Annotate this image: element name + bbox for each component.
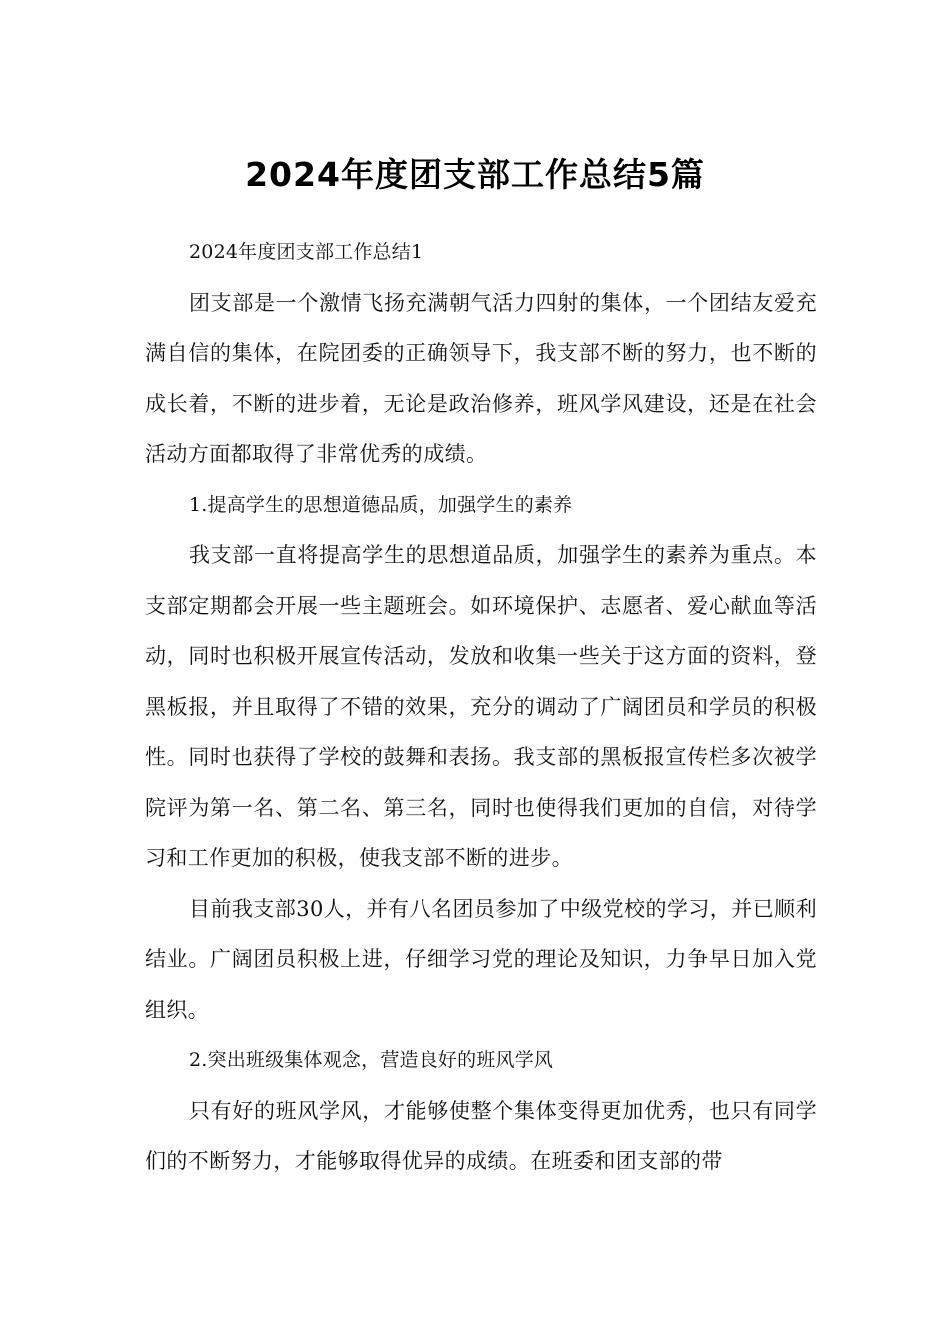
document-title: 2024年度团支部工作总结5篇 xyxy=(245,155,705,195)
document-body xyxy=(145,227,817,1187)
point2-paragraph: 只有好的班风学风，才能够使整个集体变得更加优秀，也只有同学们的不断努力，才能够取得优异的成绩。在班委和团支部的带 xyxy=(145,1098,817,1173)
point1-heading: 1.提高学生的思想道德品质，加强学生的素养 xyxy=(189,493,573,516)
members-paragraph: 目前我支部30人，并有八名团员参加了中级党校的学习，并已顺利结业。广阔团员积极上进，仔细学习党的理论及知识，力争早日加入党组织。 xyxy=(145,896,817,1022)
section-heading: 2024年度团支部工作总结1 xyxy=(189,241,424,263)
intro-paragraph: 团支部是一个激情飞扬充满朝气活力四射的集体，一个团结友爱充满自信的集体，在院团委的正确领导下，我支部不断的努力，也不断的成长着，不断的进步着，无论是政治修养，班风学风建设，还是在社会活动方面都取得了非常优秀的成绩。 xyxy=(145,290,817,466)
point1-paragraph: 我支部一直将提高学生的思想道品质，加强学生的素养为重点。本支部定期都会开展一些主题班会。如环境保护、志愿者、爱心献血等活动，同时也积极开展宣传活动，发放和收集一些关于这方面的资料，登黑板报，并且取得了不错的效果，充分的调动了广阔团员和学员的积极性。同时也获得了学校的鼓舞和表扬。我支部的黑板报宣传栏多次被学院评为第一名、第二名、第三名，同时也使得我们更加的自信，对待学习和工作更加的积极，使我支部不断的进步。 xyxy=(145,543,817,870)
point2-heading: 2.突出班级集体观念，营造良好的班风学风 xyxy=(189,1049,554,1071)
